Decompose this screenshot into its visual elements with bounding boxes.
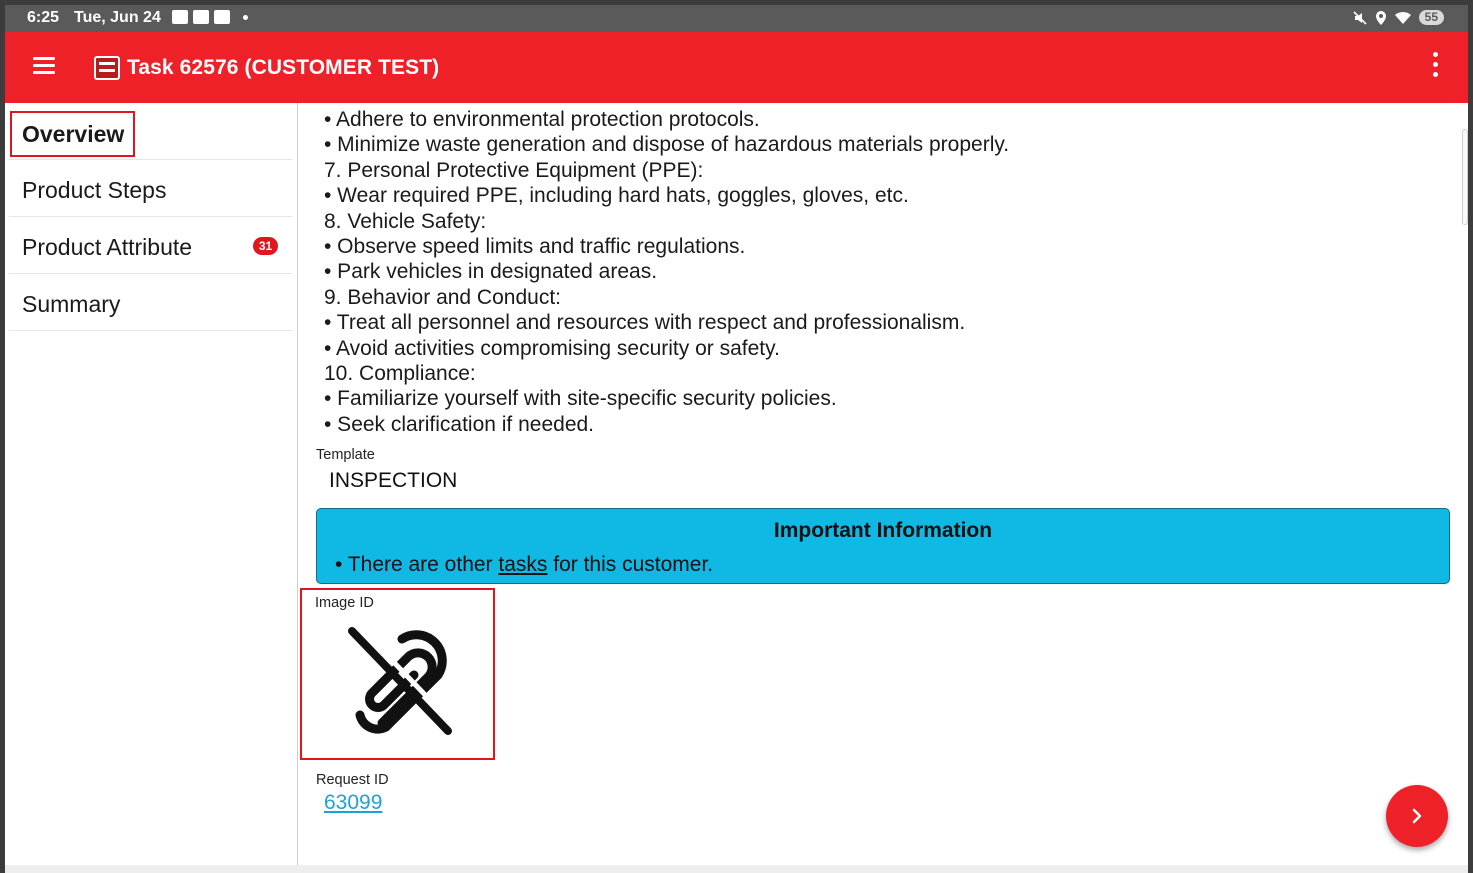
description-line: • Observe speed limits and traffic regulations. <box>324 234 746 258</box>
tasks-link[interactable]: tasks <box>498 553 548 576</box>
more-vert-icon-dot <box>1433 62 1438 67</box>
hamburger-icon-line <box>33 71 55 74</box>
hamburger-icon <box>33 57 55 60</box>
mute-icon <box>1353 11 1367 25</box>
more-notifications-icon <box>243 15 248 20</box>
sidebar-item-label: Overview <box>22 121 125 147</box>
description-line: 9. Behavior and Conduct: <box>324 285 561 309</box>
overflow-menu-button[interactable] <box>1430 52 1440 80</box>
image-id-field[interactable] <box>300 588 495 760</box>
image-id-label: Image ID <box>315 595 374 611</box>
important-info-title: Important Information <box>773 519 993 542</box>
location-icon <box>1375 11 1387 25</box>
info-text-prefix: • There are other <box>335 553 499 576</box>
status-bar <box>5 5 1468 32</box>
task-description <box>324 107 1424 437</box>
sidebar-item-overview[interactable] <box>9 103 292 160</box>
info-text-suffix: for this customer. <box>547 553 714 576</box>
description-line: • Familiarize yourself with site-specific security policies. <box>324 387 837 411</box>
description-line: • Seek clarification if needed. <box>324 412 595 436</box>
scrollbar[interactable] <box>1462 129 1468 225</box>
more-vert-icon-dot <box>1433 72 1438 77</box>
notification-icons <box>172 10 248 24</box>
sidebar-item-label: Product Attribute <box>22 234 193 260</box>
important-info-text <box>335 553 713 577</box>
request-id-link[interactable]: 63099 <box>324 791 383 814</box>
bottom-edge <box>5 865 1468 873</box>
skype-icon <box>214 10 230 24</box>
app-bar <box>5 32 1468 103</box>
app-logo-icon <box>94 56 120 80</box>
status-time: 6:25 <box>27 9 60 26</box>
sidebar-item-product-steps[interactable] <box>9 160 292 217</box>
description-line: 8. Vehicle Safety: <box>324 209 487 233</box>
description-line: • Minimize waste generation and dispose of hazardous materials properly. <box>324 133 1010 157</box>
template-value: INSPECTION <box>329 469 458 492</box>
description-line: • Adhere to environmental protection protocols. <box>324 108 760 131</box>
count-badge: 31 <box>253 237 278 255</box>
important-info-banner <box>316 508 1450 584</box>
sidebar-item-label: Summary <box>22 291 121 317</box>
outlook-icon <box>172 10 188 24</box>
main-content[interactable] <box>299 103 1468 873</box>
description-line: • Wear required PPE, including hard hats, goggles, gloves, etc. <box>324 184 909 208</box>
description-line: 10. Compliance: <box>324 361 476 385</box>
page-title: Task 62576 (CUSTOMER TEST) <box>127 56 440 79</box>
sidebar-item-product-attribute[interactable] <box>9 217 292 274</box>
chevron-right-icon <box>1407 806 1427 826</box>
description-line: 7. Personal Protective Equipment (PPE): <box>324 158 704 182</box>
menu-button[interactable] <box>33 57 55 75</box>
link-off-icon <box>342 623 460 741</box>
status-date: Tue, Jun 24 <box>74 9 161 26</box>
app-window <box>5 5 1468 873</box>
wifi-icon <box>1395 11 1411 24</box>
next-fab-button[interactable] <box>1386 785 1448 847</box>
sidebar <box>5 103 298 873</box>
teams-icon <box>193 10 209 24</box>
sidebar-item-label: Product Steps <box>22 177 167 203</box>
hamburger-icon-line <box>33 64 55 67</box>
battery-indicator: 55 <box>1419 10 1444 25</box>
request-id-label: Request ID <box>316 772 389 788</box>
sidebar-item-summary[interactable] <box>9 274 292 331</box>
system-icons <box>1353 10 1444 25</box>
description-line: • Avoid activities compromising security or safety. <box>324 336 780 360</box>
more-vert-icon <box>1433 52 1438 57</box>
description-line: • Treat all personnel and resources with respect and professionalism. <box>324 311 966 335</box>
template-label: Template <box>316 447 375 463</box>
description-line: • Park vehicles in designated areas. <box>324 260 658 284</box>
